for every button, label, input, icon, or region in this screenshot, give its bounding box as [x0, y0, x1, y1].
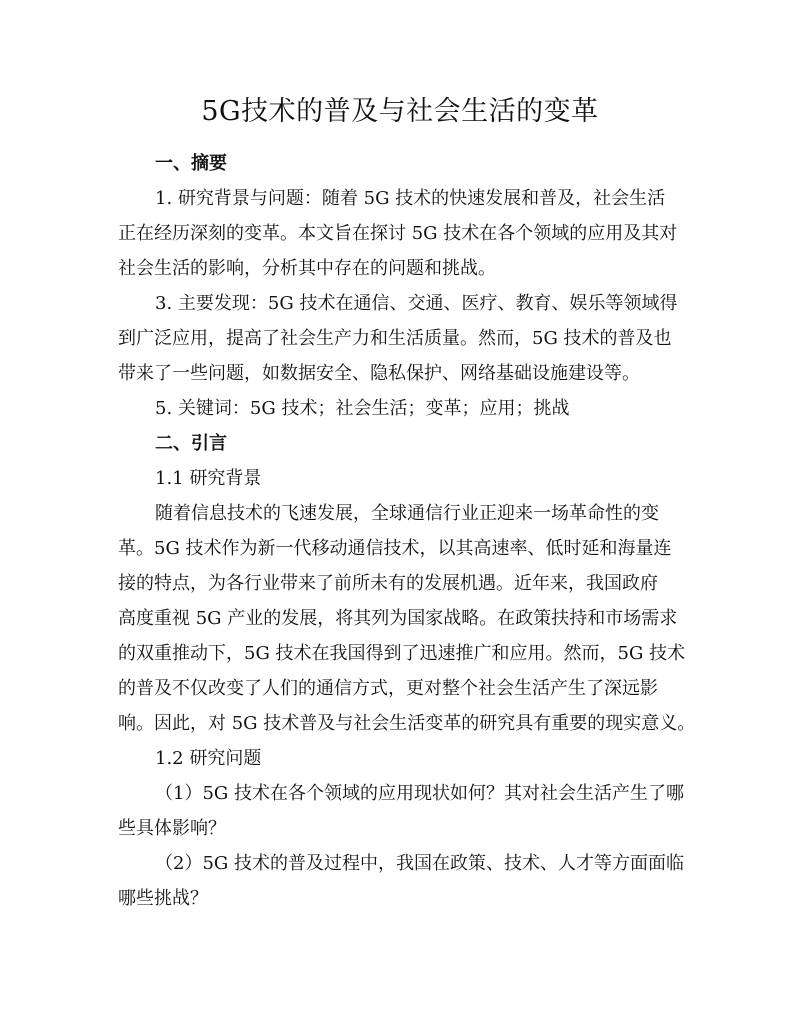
text-line: 正在经历深刻的变革。本文旨在探讨 5G 技术在各个领域的应用及其对	[118, 223, 678, 244]
abstract-item-background	[118, 181, 682, 286]
subsection-heading-background: 1.1 研究背景	[155, 468, 262, 489]
section-heading-introduction: 二、引言	[155, 433, 227, 454]
abstract-item-keywords	[118, 391, 682, 426]
text-line: 的普及不仅改变了人们的通信方式，更对整个社会生活产生了深远影	[118, 678, 658, 699]
text-line: 响。因此，对 5G 技术普及与社会生活变革的研究具有重要的现实意义。	[118, 713, 696, 734]
text-line: 带来了一些问题，如数据安全、隐私保护、网络基础设施建设等。	[118, 363, 640, 384]
text-line: 社会生活的影响，分析其中存在的问题和挑战。	[118, 258, 496, 279]
text-line: 1. 研究背景与问题：随着 5G 技术的快速发展和普及，社会生活	[155, 188, 666, 209]
document-title: 5G技术的普及与社会生活的变革	[201, 96, 599, 127]
section-heading-abstract: 一、摘要	[155, 153, 227, 174]
text-line: （1）5G 技术在各个领域的应用现状如何？其对社会生活产生了哪	[155, 783, 685, 804]
text-line: （2）5G 技术的普及过程中，我国在政策、技术、人才等方面面临	[155, 853, 685, 874]
text-line: 高度重视 5G 产业的发展，将其列为国家战略。在政策扶持和市场需求	[118, 608, 678, 629]
research-question-1	[118, 776, 685, 846]
text-line: 5. 关键词：5G 技术；社会生活；变革；应用；挑战	[155, 398, 570, 419]
text-line: 些具体影响？	[118, 818, 226, 839]
abstract-item-findings	[118, 286, 682, 391]
text-line: 到广泛应用，提高了社会生产力和生活质量。然而，5G 技术的普及也	[118, 328, 672, 349]
text-line: 革。5G 技术作为新一代移动通信技术，以其高速率、低时延和海量连	[118, 538, 672, 559]
text-line: 3. 主要发现：5G 技术在通信、交通、医疗、教育、娱乐等领域得	[155, 293, 678, 314]
text-line: 接的特点，为各行业带来了前所未有的发展机遇。近年来，我国政府	[118, 573, 658, 594]
subsection-heading-questions: 1.2 研究问题	[155, 748, 262, 769]
background-paragraph	[118, 496, 696, 741]
text-line: 随着信息技术的飞速发展，全球通信行业正迎来一场革命性的变	[155, 503, 659, 524]
text-line: 的双重推动下，5G 技术在我国得到了迅速推广和应用。然而，5G 技术	[118, 643, 686, 664]
text-line: 哪些挑战？	[118, 888, 208, 909]
research-question-2	[118, 846, 685, 916]
